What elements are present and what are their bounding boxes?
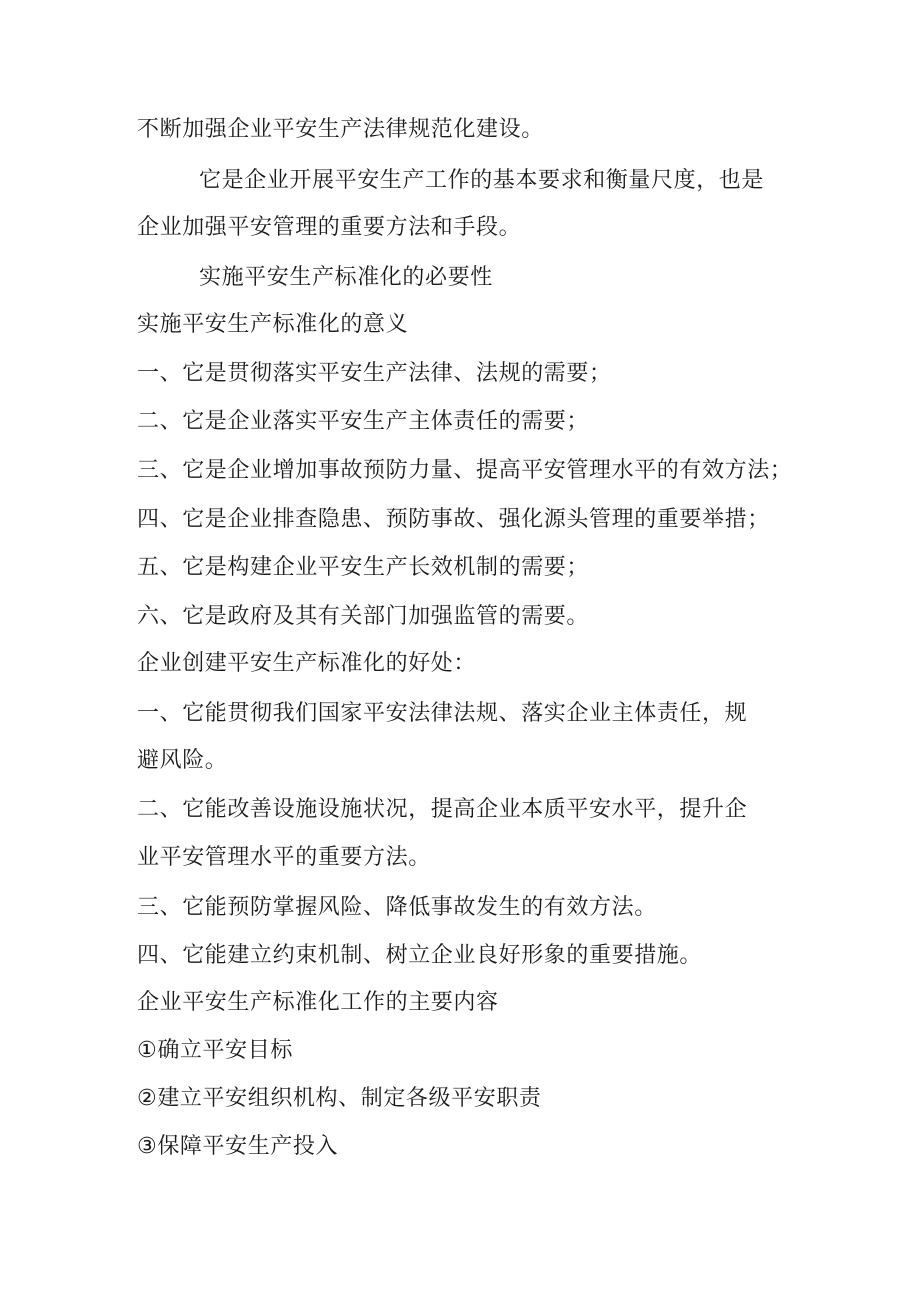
- text-line-13: 一、它能贯彻我们国家平安法律法规、落实企业主体责任，规: [137, 701, 748, 726]
- text-line-11: 六、它是政府及其有关部门加强监管的需要。: [137, 604, 590, 629]
- text-line-16: 业平安管理水平的重要方法。: [137, 845, 431, 870]
- text-line-17: 三、它能预防掌握风险、降低事故发生的有效方法。: [137, 895, 657, 920]
- text-line-21: ②建立平安组织机构、制定各级平安职责: [137, 1086, 542, 1111]
- text-line-19: 企业平安生产标准化工作的主要内容: [137, 990, 499, 1015]
- text-line-20: ①确立平安目标: [137, 1038, 293, 1063]
- text-line-15: 二、它能改善设施设施状况，提高企业本质平安水平，提升企: [137, 797, 748, 822]
- text-line-12: 企业创建平安生产标准化的好处：: [137, 651, 477, 676]
- text-line-2: 它是企业开展平安生产工作的基本要求和衡量尺度，也是: [199, 168, 765, 193]
- text-line-7: 二、它是企业落实平安生产主体责任的需要；: [137, 409, 590, 434]
- text-line-14: 避风险。: [137, 748, 228, 773]
- text-line-5: 实施平安生产标准化的意义: [137, 312, 409, 337]
- text-line-22: ③保障平安生产投入: [137, 1134, 339, 1159]
- text-line-18: 四、它能建立约束机制、树立企业良好形象的重要措施。: [137, 943, 703, 968]
- text-line-9: 四、它是企业排查隐患、预防事故、强化源头管理的重要举措；: [137, 507, 770, 532]
- text-line-1: 不断加强企业平安生产法律规范化建设。: [137, 117, 544, 142]
- text-line-3: 企业加强平安管理的重要方法和手段。: [137, 215, 522, 240]
- text-line-10: 五、它是构建企业平安生产长效机制的需要；: [137, 555, 590, 580]
- text-line-4: 实施平安生产标准化的必要性: [199, 265, 493, 290]
- text-line-6: 一、它是贯彻落实平安生产法律、法规的需要；: [137, 361, 612, 386]
- text-line-8: 三、它是企业增加事故预防力量、提高平安管理水平的有效方法；: [137, 458, 793, 483]
